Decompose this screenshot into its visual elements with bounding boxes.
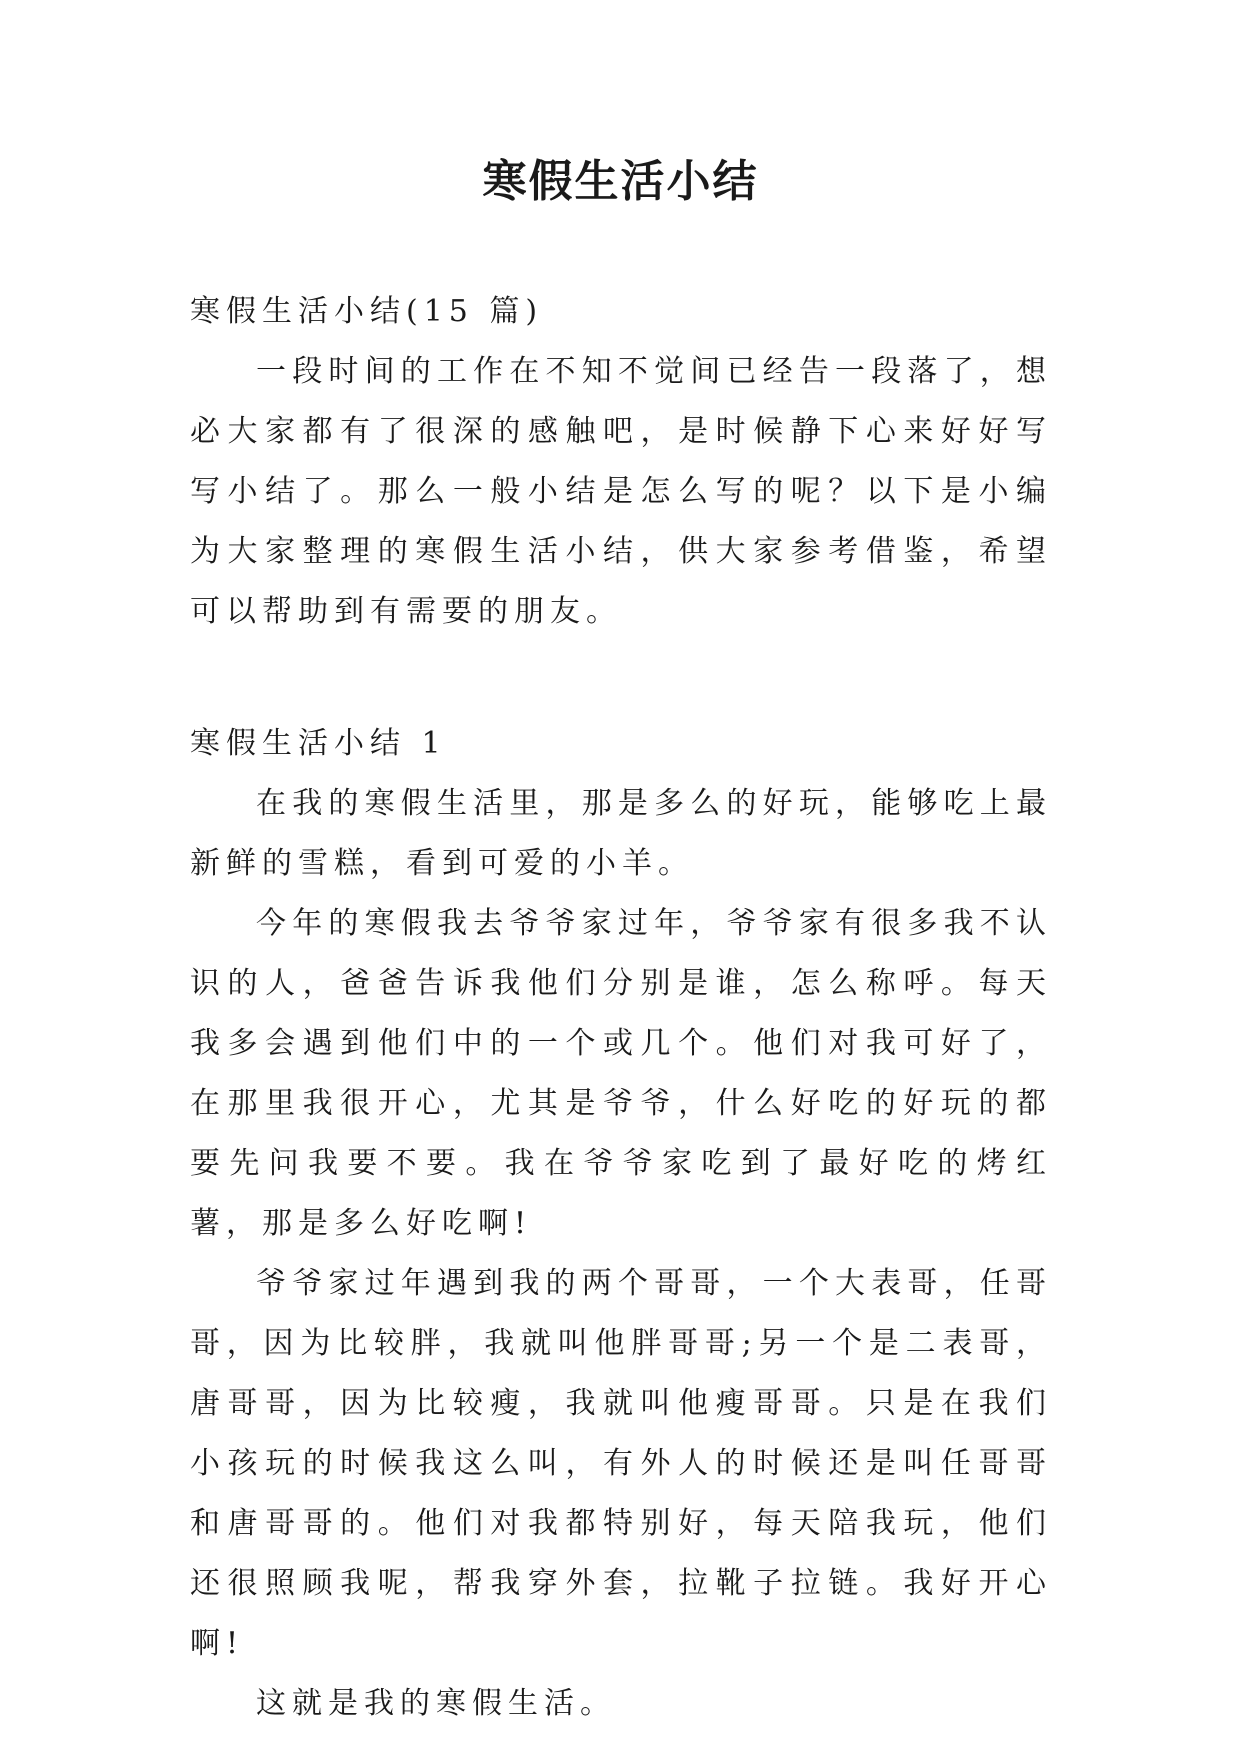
section1-paragraph: 在我的寒假生活里，那是多么的好玩，能够吃上最新鲜的雪糕，看到可爱的小羊。 [190, 786, 1052, 881]
document-body [190, 282, 1052, 1734]
section1-paragraph: 今年的寒假我去爷爷家过年，爷爷家有很多我不认识的人，爸爸告诉我他们分别是谁，怎么称呼。每天我多会遇到他们中的一个或几个。他们对我可好了，在那里我很开心，尤其是爷爷，什么好吃的好玩的都要先问我要不要。我在爷爷家吃到了最好吃的烤红薯，那是多么好吃啊! [190, 906, 1052, 1241]
intro-paragraph: 一段时间的工作在不知不觉间已经告一段落了，想必大家都有了很深的感触吧，是时候静下心来好好写写小结了。那么一般小结是怎么写的呢？以下是小编为大家整理的寒假生活小结，供大家参考借鉴，希望可以帮助到有需要的朋友。 [190, 354, 1052, 629]
section1-heading: 寒假生活小结 1 [190, 726, 447, 761]
section-spacer [190, 642, 1052, 714]
intro-heading: 寒假生活小结(15 篇) [190, 294, 544, 329]
section1-paragraph: 这就是我的寒假生活。 [256, 1686, 616, 1721]
section1-paragraph: 爷爷家过年遇到我的两个哥哥，一个大表哥，任哥哥，因为比较胖，我就叫他胖哥哥;另一个是二表哥，唐哥哥，因为比较瘦，我就叫他瘦哥哥。只是在我们小孩玩的时候我这么叫，有外人的时候还是叫任哥哥和唐哥哥的。他们对我都特别好，每天陪我玩，他们还很照顾我呢，帮我穿外套，拉靴子拉链。我好开心啊! [190, 1266, 1052, 1661]
document-title: 寒假生活小结 [482, 156, 759, 207]
